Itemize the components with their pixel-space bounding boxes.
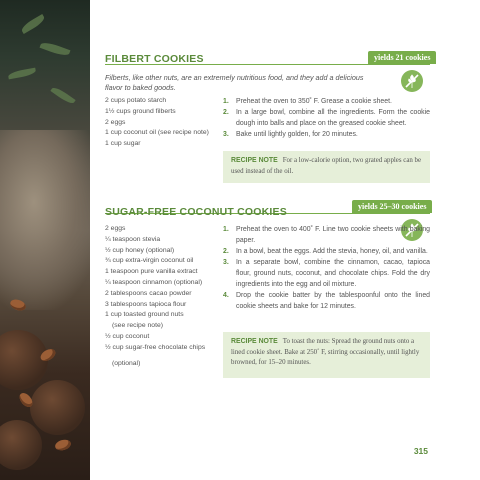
ingredient-item: (see recipe note) [112, 322, 164, 330]
step-number: 1. [223, 98, 229, 105]
step-number: 2. [223, 109, 229, 116]
step-text: Preheat the oven to 350˚ F. Grease a cookie sheet. [236, 98, 392, 105]
step-number: 4. [223, 292, 229, 299]
leaf-decoration [8, 68, 37, 80]
cookie-decoration [0, 420, 42, 470]
recipe2-yield-tab: yields 25–30 cookies [352, 200, 432, 213]
recipe2-title: SUGAR-FREE COCONUT COOKIES [105, 206, 287, 218]
ingredient-item: 3 tablespoons tapioca flour [105, 300, 187, 308]
step-text: Preheat the oven to 400˚ F. Line two cookie sheets with baking paper. [236, 226, 430, 244]
recipe1-title: FILBERT COOKIES [105, 53, 204, 65]
cookie-decoration [30, 380, 85, 435]
recipe2-steps [223, 224, 430, 312]
ingredient-item: (optional) [112, 359, 141, 367]
step-text: In a large bowl, combine all the ingredients. Form the cookie dough into balls and place on the greased cookie sheet. [236, 109, 430, 127]
no-grain-icon [401, 70, 423, 92]
cloth-decoration [0, 130, 90, 310]
ingredient-item: ½ cup honey (optional) [105, 246, 175, 254]
ingredient-item: 2 eggs [105, 225, 126, 232]
recipe2-ingredients [105, 224, 217, 369]
step-item [223, 129, 430, 140]
leaf-decoration [40, 40, 71, 58]
step-number: 1. [223, 226, 229, 233]
step-item [223, 107, 430, 129]
recipe1-steps [223, 96, 430, 140]
ingredient-item: ¾ cup extra-virgin coconut oil [105, 257, 194, 265]
step-number: 2. [223, 248, 229, 255]
step-item [223, 246, 430, 257]
ingredient-item: 2 tablespoons cacao powder [105, 289, 192, 297]
recipe1-ingredients [105, 96, 217, 150]
recipe1-note [223, 151, 430, 183]
ingredient-item: ¼ teaspoon stevia [105, 235, 161, 243]
recipe1-intro: Filberts, like other nuts, are an extremely nutritious food, and they add a delicious flavor to baked goods. [105, 73, 364, 92]
ingredient-item: 1 cup sugar [105, 140, 141, 148]
step-item [223, 290, 430, 312]
step-text: Drop the cookie batter by the tablespoonful onto the lined cookie sheets and bake for 12 minutes. [236, 292, 430, 310]
ingredient-item: ½ cup coconut [105, 332, 150, 340]
step-text: Bake until lightly golden, for 20 minutes. [236, 131, 358, 138]
step-number: 3. [223, 259, 229, 266]
recipe1-yield-tab: yields 21 cookies [368, 51, 436, 64]
leaf-decoration [20, 14, 47, 34]
ingredient-item: ½ cup sugar-free chocolate chips [105, 343, 206, 351]
food-photo [0, 0, 90, 480]
recipe1-note-text: For a low-calorie option, two grated apples can be used instead of the oil. [231, 157, 422, 175]
recipe2-note-text: To toast the nuts: Spread the ground nuts onto a lined cookie sheet. Bake at 250˚ F, stirring occasionally, until lightly browned, for 15–20 minutes. [231, 338, 420, 366]
ingredient-item: 1 cup toasted ground nuts [105, 311, 184, 319]
recipe2-note [223, 332, 430, 378]
ingredient-item: 1 cup coconut oil (see recipe note) [105, 129, 209, 137]
recipe2-note-label: RECIPE NOTE [231, 338, 278, 345]
page-number: 315 [413, 446, 428, 456]
ingredient-item: 1 teaspoon pure vanilla extract [105, 268, 198, 276]
step-item [223, 257, 430, 290]
step-item [223, 224, 430, 246]
almond-decoration [54, 438, 72, 452]
step-text: In a bowl, beat the eggs. Add the stevia, honey, oil, and vanilla. [236, 248, 428, 255]
step-item [223, 96, 430, 107]
recipe1-note-label: RECIPE NOTE [231, 157, 278, 164]
ingredient-item: ¼ teaspoon cinnamon (optional) [105, 278, 203, 286]
leaf-decoration [50, 85, 75, 106]
ingredient-item: 1½ cups ground filberts [105, 107, 176, 115]
step-number: 3. [223, 131, 229, 138]
step-text: In a separate bowl, combine the cinnamon, cacao, tapioca flour, ground nuts, coconut, and chocolate chips. Fold the dry ingredients into the egg and oil mixture. [236, 259, 430, 288]
ingredient-item: 2 cups potato starch [105, 97, 167, 104]
ingredient-item: 2 eggs [105, 118, 126, 126]
